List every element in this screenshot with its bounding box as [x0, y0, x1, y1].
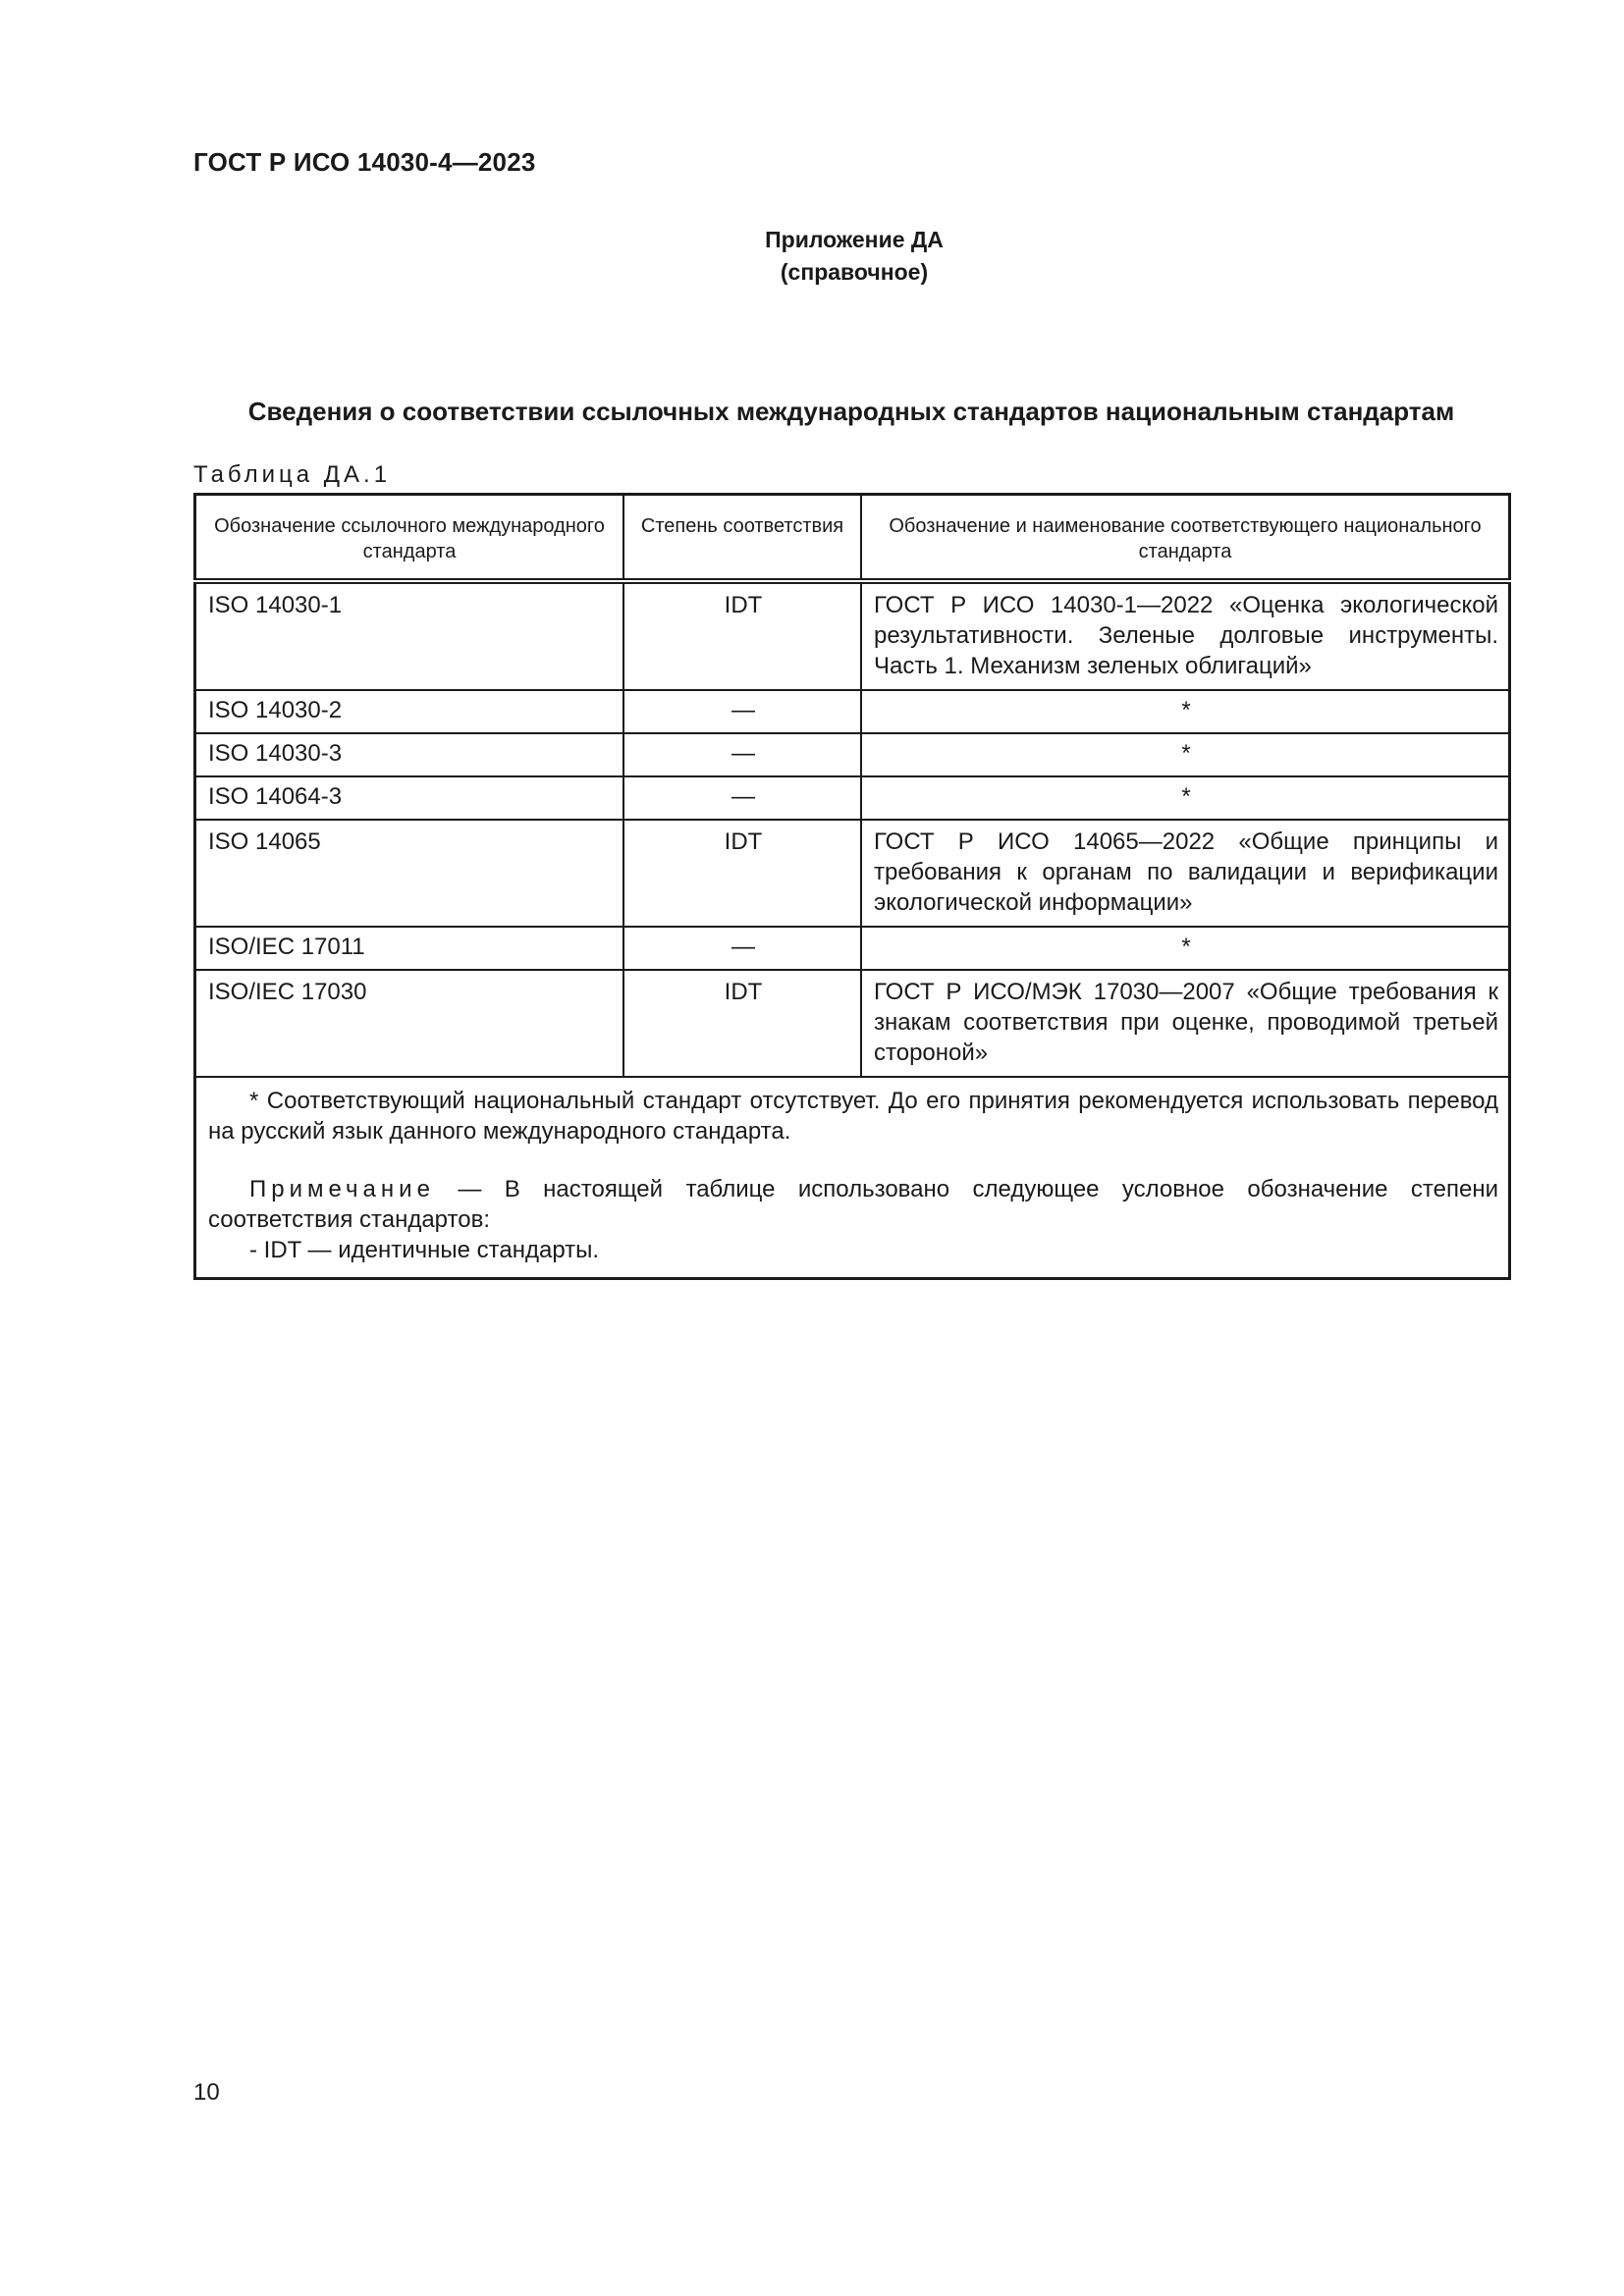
cell-degree: —	[623, 927, 861, 970]
cell-intl: ISO 14030-3	[195, 733, 624, 776]
cell-intl: ISO 14065	[195, 820, 624, 927]
table-row	[195, 733, 1510, 776]
table-row	[195, 690, 1510, 733]
table-caption: Таблица ДА.1	[193, 461, 392, 488]
appendix-subtitle: (справочное)	[780, 259, 929, 285]
table-row	[195, 581, 1510, 690]
cell-national: *	[861, 927, 1510, 970]
header-national-standard: Обозначение и наименование соответствующего национального стандарта	[861, 495, 1510, 582]
cell-degree: —	[623, 690, 861, 733]
cell-degree: IDT	[623, 820, 861, 927]
page-number: 10	[193, 2079, 220, 2106]
correspondence-table	[193, 493, 1511, 1280]
cell-intl: ISO/IEC 17011	[195, 927, 624, 970]
cell-national: ГОСТ Р ИСО 14065—2022 «Общие принципы и требования к органам по валидации и верификации экологической информации»	[861, 820, 1510, 927]
table-row	[195, 927, 1510, 970]
table-footer	[195, 1077, 1510, 1279]
table-header-row	[195, 495, 1510, 582]
note-label: Примечание	[249, 1176, 435, 1202]
cell-national: ГОСТ Р ИСО/МЭК 17030—2007 «Общие требования к знакам соответствия при оценке, проводимой третьей стороной»	[861, 970, 1510, 1077]
cell-intl: ISO 14030-1	[195, 581, 624, 690]
table-row	[195, 970, 1510, 1077]
appendix-heading	[0, 224, 1624, 289]
note-item: - IDT — идентичные стандарты.	[249, 1237, 600, 1263]
footnote: * Соответствующий национальный стандарт отсутствует. До его принятия рекомендуется использовать перевод на русский язык данного международного стандарта.	[208, 1088, 1498, 1145]
cell-intl: ISO 14064-3	[195, 776, 624, 820]
note-text: — В настоящей таблице использовано следующее условное обозначение степени соответствия стандартов:	[208, 1176, 1498, 1233]
cell-national: ГОСТ Р ИСО 14030-1—2022 «Оценка экологической результативности. Зеленые долговые инструменты. Часть 1. Механизм зеленых облигаций»	[861, 581, 1510, 690]
cell-intl: ISO/IEC 17030	[195, 970, 624, 1077]
cell-degree: IDT	[623, 581, 861, 690]
cell-national: *	[861, 733, 1510, 776]
cell-degree: IDT	[623, 970, 861, 1077]
cell-degree: —	[623, 776, 861, 820]
table-footer-row	[195, 1077, 1510, 1279]
cell-degree: —	[623, 733, 861, 776]
cell-intl: ISO 14030-2	[195, 690, 624, 733]
header-degree: Степень соответствия	[623, 495, 861, 582]
cell-national: *	[861, 690, 1510, 733]
header-intl-standard: Обозначение ссылочного международного стандарта	[195, 495, 624, 582]
cell-national: *	[861, 776, 1510, 820]
table-row	[195, 820, 1510, 927]
document-code: ГОСТ Р ИСО 14030-4—2023	[193, 147, 536, 177]
note	[208, 1174, 1498, 1235]
table-row	[195, 776, 1510, 820]
section-title: Сведения о соответствии ссылочных международных стандартов национальным стандартам	[247, 397, 1455, 426]
appendix-title: Приложение ДА	[765, 227, 944, 252]
